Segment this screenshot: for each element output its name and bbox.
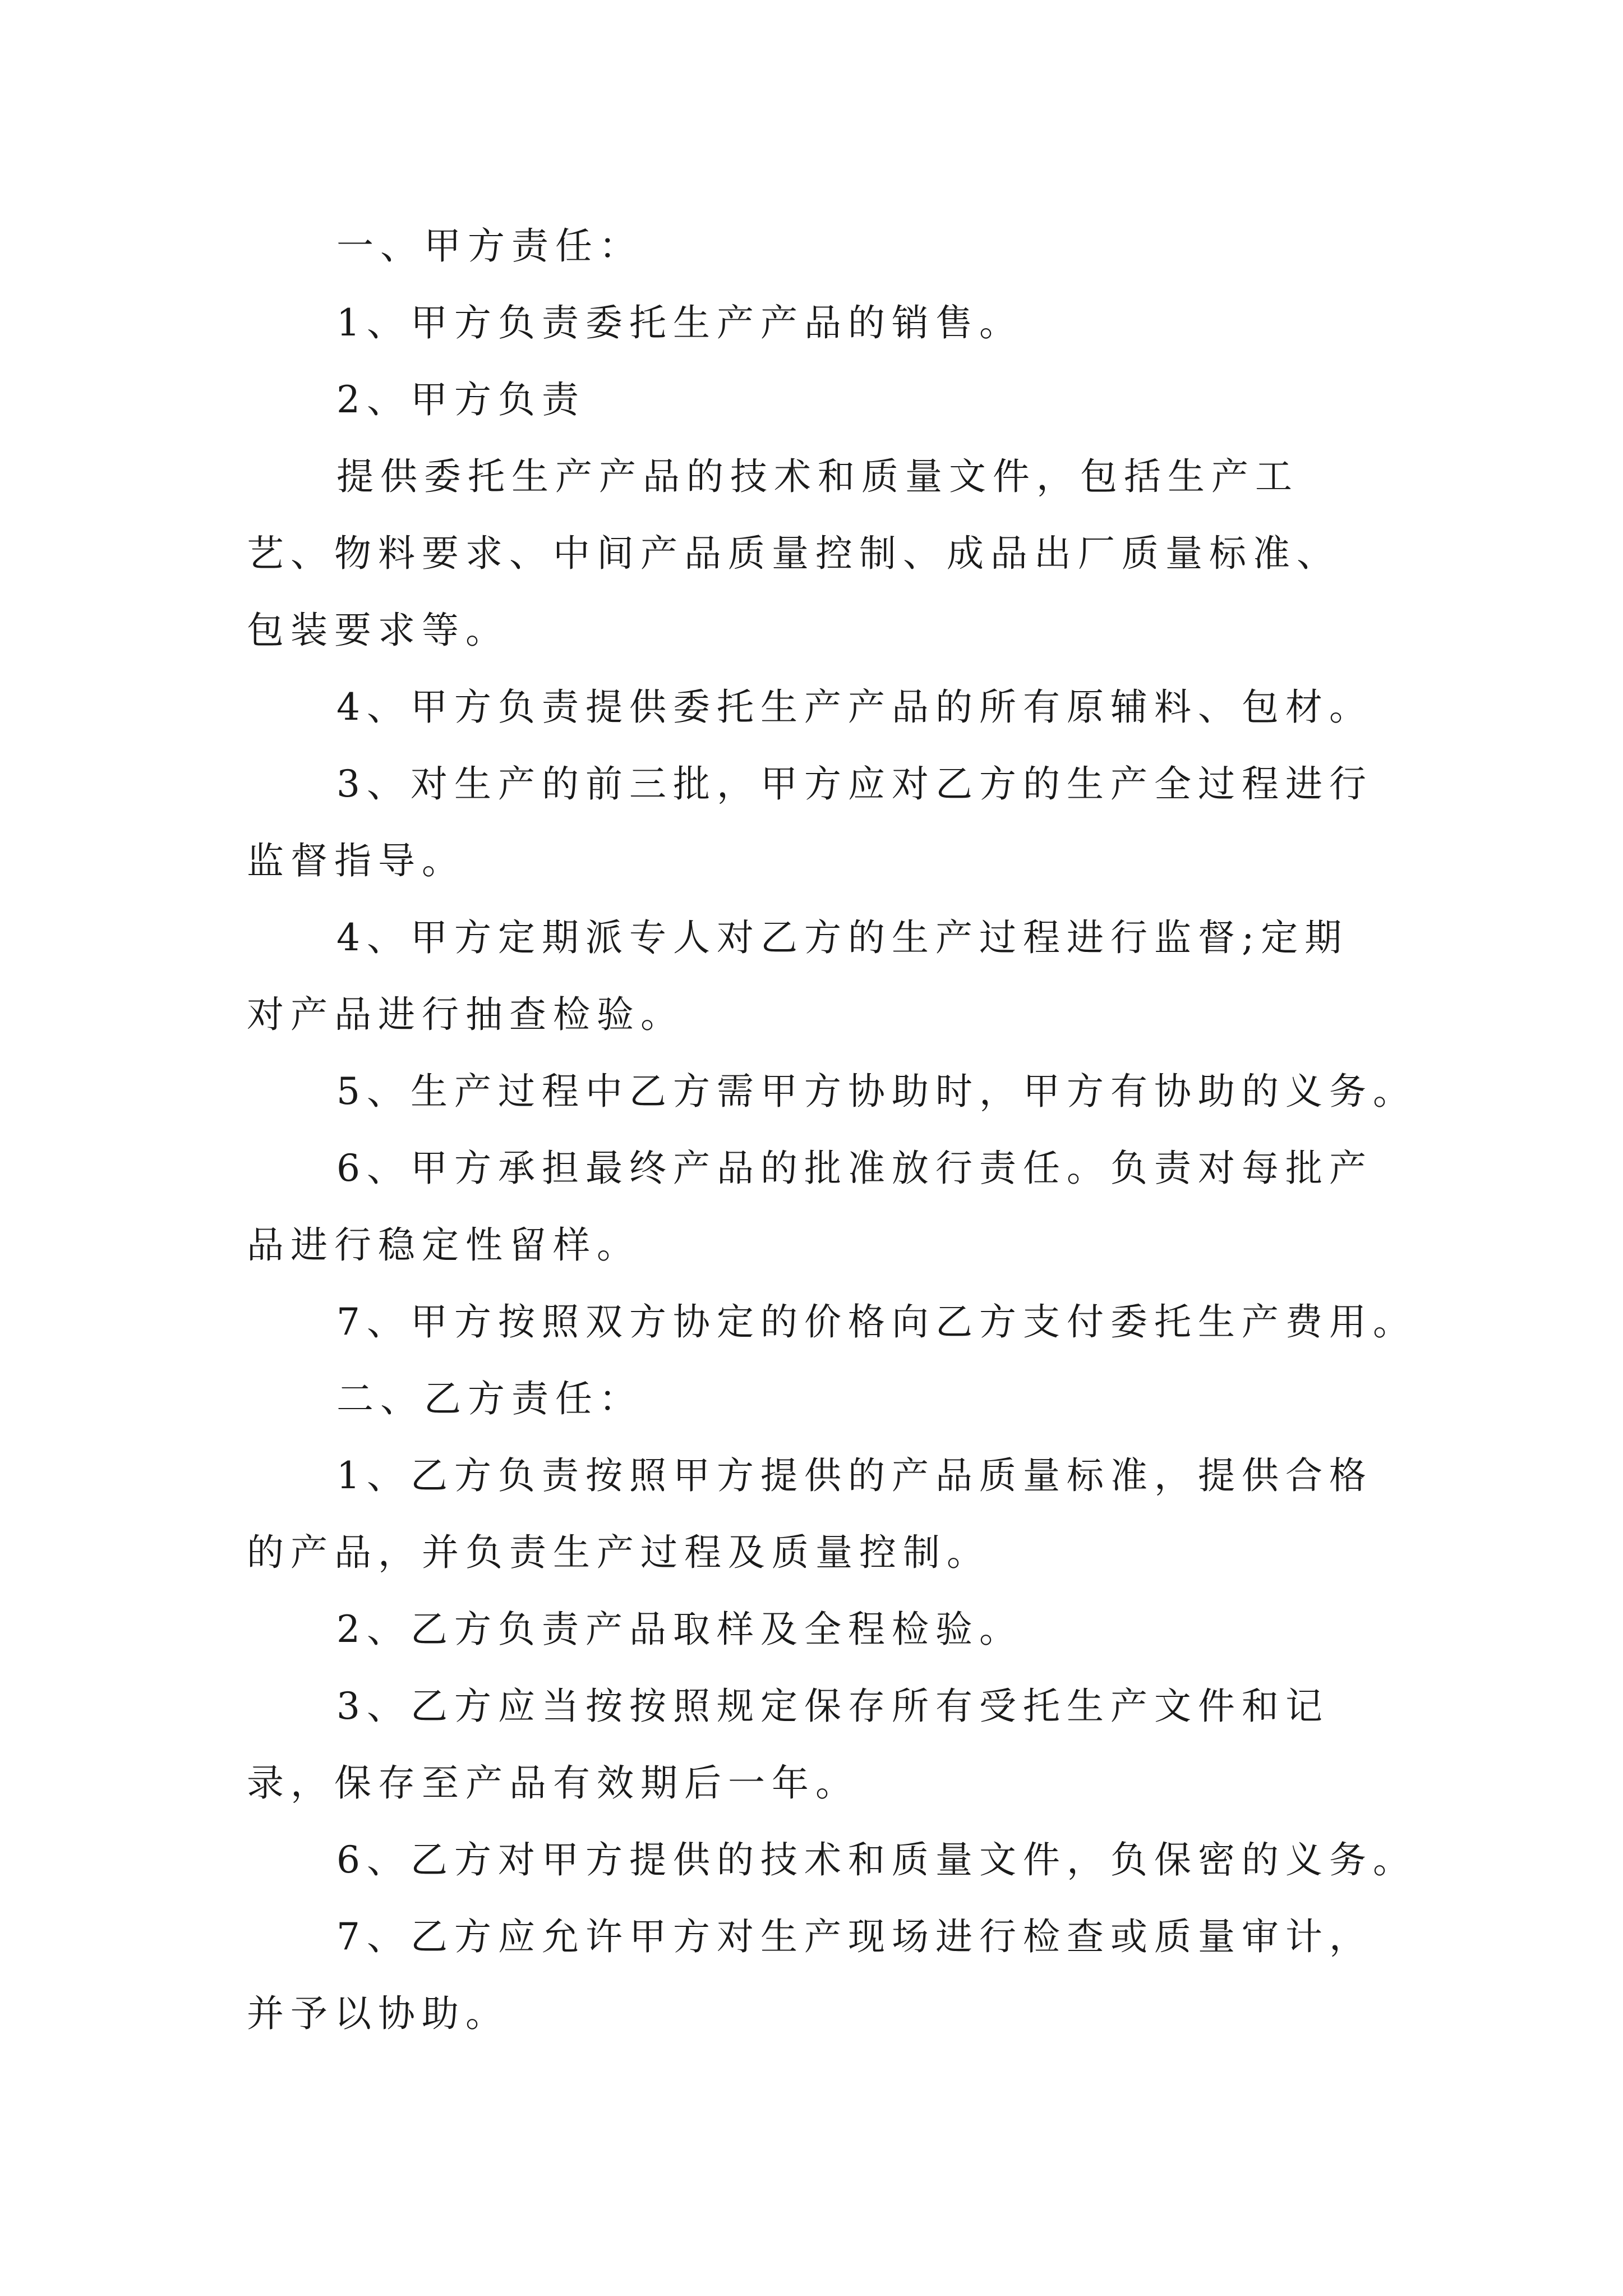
paragraph-a1: 1、甲方负责委托生产产品的销售。 <box>336 301 1023 344</box>
paragraph-b7: 7、乙方应允许甲方对生产现场进行检查或质量审计，并予以协助。 <box>247 1915 1373 2035</box>
paragraph-a6: 6、甲方承担最终产品的批准放行责任。负责对每批产品进行稳定性留样。 <box>247 1147 1373 1267</box>
paragraph-b1: 1、乙方负责按照甲方提供的产品质量标准，提供合格的产品，并负责生产过程及质量控制。 <box>247 1454 1373 1574</box>
paragraph-a7: 7、甲方按照双方协定的价格向乙方支付委托生产费用。 <box>336 1300 1417 1343</box>
paragraph-a4: 4、甲方负责提供委托生产产品的所有原辅料、包材。 <box>336 685 1373 729</box>
paragraph-b3: 3、乙方应当按按照规定保存所有受托生产文件和记录，保存至产品有效期后一年。 <box>247 1685 1329 1805</box>
paragraph-b6: 6、乙方对甲方提供的技术和质量文件，负保密的义务。 <box>336 1838 1417 1881</box>
paragraph-a2-continued: 提供委托生产产品的技术和质量文件，包括生产工艺、物料要求、中间产品质量控制、成品出厂质量标准、包装要求等。 <box>247 455 1340 652</box>
paragraph-a3: 3、对生产的前三批，甲方应对乙方的生产全过程进行监督指导。 <box>247 762 1373 882</box>
paragraph-a2: 2、甲方负责 <box>336 378 585 421</box>
section-heading-party-b: 二、乙方责任： <box>336 1377 643 1420</box>
paragraph-b2: 2、乙方负责产品取样及全程检验。 <box>336 1608 1023 1651</box>
paragraph-a4-inspection: 4、甲方定期派专人对乙方的生产过程进行监督;定期对产品进行抽查检验。 <box>247 916 1349 1036</box>
section-heading-party-a: 一、甲方责任： <box>336 224 643 268</box>
paragraph-a5: 5、生产过程中乙方需甲方协助时，甲方有协助的义务。 <box>336 1070 1417 1113</box>
